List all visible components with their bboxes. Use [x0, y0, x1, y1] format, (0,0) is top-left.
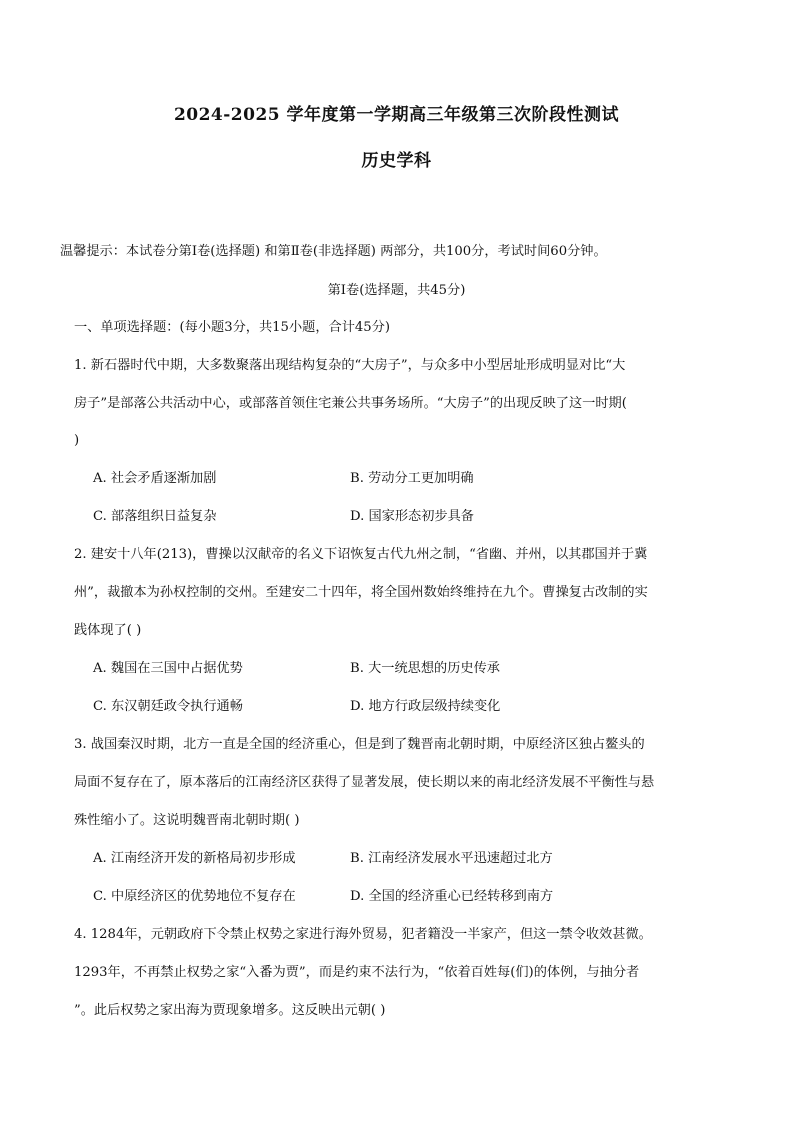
part-title: 一、单项选择题：(每小题3分，共15小题，合计45分) — [74, 320, 390, 335]
question-2-line-1: 2. 建安十八年(213)，曹操以汉献帝的名义下诏恢复古代九州之制，“省幽、并州，以其郡国并于冀 — [74, 547, 648, 562]
question-2-option-a: A. 魏国在三国中占据优势 — [93, 661, 243, 676]
question-3-line-2: 局面不复存在了，原本落后的江南经济区获得了显著发展，使长期以来的南北经济发展不平衡性与悬 — [74, 775, 655, 790]
question-3-option-a: A. 江南经济开发的新格局初步形成 — [93, 851, 296, 866]
exam-title: 2024-2025 学年度第一学期高三年级第三次阶段性测试 — [173, 105, 620, 125]
question-2-option-d: D. 地方行政层级持续变化 — [350, 699, 501, 714]
notice-text: 温馨提示：本试卷分第Ⅰ卷(选择题) 和第Ⅱ卷(非选择题) 两部分，共100分，考试时间60分钟。 — [60, 244, 607, 259]
question-1-line-3: ) — [74, 433, 80, 448]
question-1-line-2: 房子”是部落公共活动中心，或部落首领住宅兼公共事务场所。“大房子”的出现反映了这一时期( — [74, 396, 627, 411]
question-3-line-1: 3. 战国秦汉时期，北方一直是全国的经济重心，但是到了魏晋南北朝时期，中原经济区独占鳌头的 — [74, 737, 645, 752]
question-2-line-2: 州”，裁撤本为孙权控制的交州。至建安二十四年，将全国州数始终维持在九个。曹操复古改制的实 — [74, 585, 648, 600]
question-2-option-c: C. 东汉朝廷政令执行通畅 — [93, 699, 243, 714]
question-2-line-3: 践体现了( ) — [74, 623, 142, 638]
question-1-option-c: C. 部落组织日益复杂 — [93, 509, 217, 524]
section-title: 第Ⅰ卷(选择题，共45分) — [327, 283, 466, 298]
question-3-option-d: D. 全国的经济重心已经转移到南方 — [350, 889, 554, 904]
question-1-line-1: 1. 新石器时代中期，大多数聚落出现结构复杂的“大房子”，与众多中小型居址形成明显对比“大 — [74, 358, 626, 373]
subject-title: 历史学科 — [361, 151, 432, 171]
question-1-option-b: B. 劳动分工更加明确 — [350, 471, 474, 486]
question-1-option-d: D. 国家形态初步具备 — [350, 509, 474, 524]
question-3-line-3: 殊性缩小了。这说明魏晋南北朝时期( ) — [74, 813, 300, 828]
question-2-option-b: B. 大一统思想的历史传承 — [350, 661, 500, 676]
question-4-line-1: 4. 1284年，元朝政府下令禁止权势之家进行海外贸易，犯者籍没一半家产，但这一禁令收效甚微。 — [74, 927, 652, 942]
question-4-line-2: 1293年，不再禁止权势之家“入番为贾”，而是约束不法行为，“依着百姓每(们)的体例，与抽分者 — [74, 965, 640, 980]
question-3-option-c: C. 中原经济区的优势地位不复存在 — [93, 889, 296, 904]
question-4-line-3: ”。此后权势之家出海为贾现象增多。这反映出元朝( ) — [74, 1003, 386, 1018]
question-1-option-a: A. 社会矛盾逐渐加剧 — [93, 471, 217, 486]
question-3-option-b: B. 江南经济发展水平迅速超过北方 — [350, 851, 553, 866]
